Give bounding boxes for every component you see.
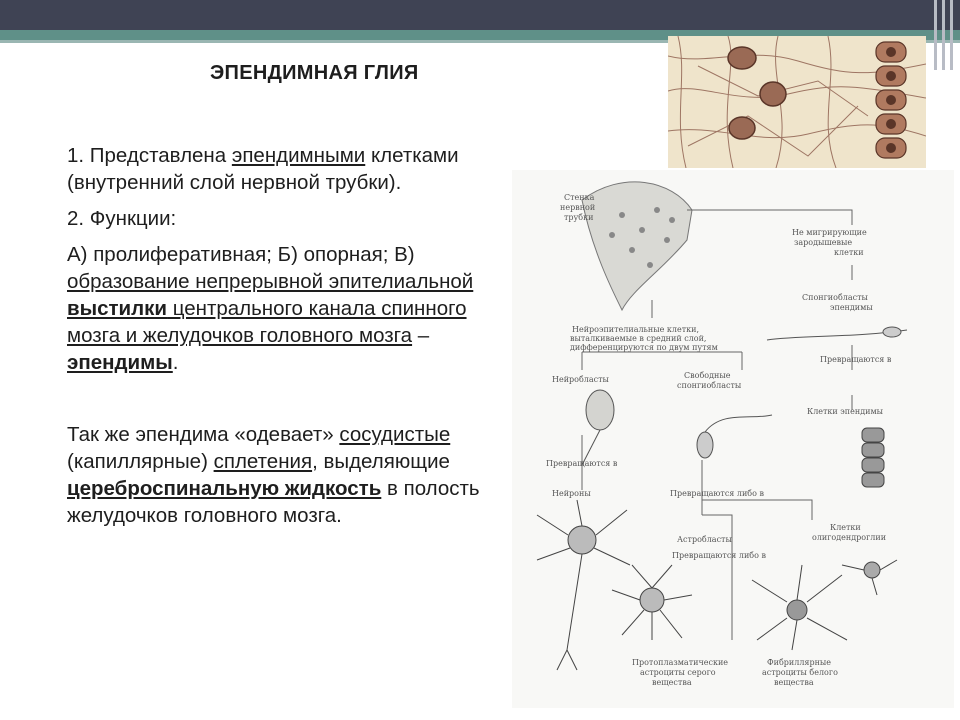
text-run: клетками (внутренний слой нервной трубки). [67, 144, 459, 194]
label-neuroepithelial: Нейроэпителиальные клетки, [572, 325, 699, 334]
bold-term: эпендимы [67, 351, 173, 374]
label-free-spongioblasts-2: спонгиобласты [677, 381, 742, 390]
underlined-term: сплетения [213, 450, 313, 473]
glia-differentiation-diagram [512, 170, 954, 708]
label-ependyma-cells: Клетки эпендимы [807, 407, 884, 416]
underlined-text: центрального канала спинного мозга и желудочков головного мозга [67, 297, 467, 347]
label-fibrillar-2: астроциты белого [762, 668, 838, 677]
text-run: А) пролиферативная; Б) опорная; В) [67, 243, 415, 266]
neuroblast-drawing [586, 390, 614, 430]
label-neurons: Нейроны [552, 489, 591, 498]
fibrillar-astrocyte-drawing [752, 565, 847, 650]
paragraph-4 [67, 421, 497, 529]
oligodendrocyte-drawing [842, 560, 897, 595]
label-neuroepithelial-3: дифференцируются по двум путям [570, 343, 718, 352]
label-neuroepithelial-2: выталкиваемые в средний слой, [570, 334, 707, 343]
text-run: в полость желудочков головного мозга. [67, 477, 480, 527]
text-run: (капиллярные) [67, 450, 214, 473]
text-run: 1. Представлена [67, 144, 232, 167]
label-non-migrating: Не мигрирующие [792, 228, 867, 237]
label-transform-either: Превращаются либо в [670, 489, 764, 498]
label-transform-2: Превращаются в [546, 459, 618, 468]
label-wall-3: трубки [564, 213, 594, 222]
underlined-term: эпендимными [231, 144, 366, 167]
label-spongioblasts: Спонгиобласты [802, 293, 868, 302]
neural-tube-wall-drawing [582, 182, 692, 310]
label-fibrillar-3: вещества [774, 678, 814, 687]
label-transform-1: Превращаются в [820, 355, 892, 364]
protoplasmic-astrocyte-drawing [612, 565, 692, 640]
text-run: – [412, 324, 430, 347]
paragraph-3 [67, 241, 497, 376]
ependyma-cells-drawing [862, 428, 884, 487]
text-run: . [172, 351, 179, 374]
text-run: , выделяющие [312, 450, 450, 473]
label-non-migrating-3: клетки [834, 248, 864, 257]
underlined-text: образование непрерывной эпителиальной [67, 270, 474, 293]
underlined-term: сосудистые [339, 423, 451, 446]
slide-body [67, 142, 497, 538]
corner-decoration [930, 0, 960, 70]
paragraph-2: 2. Функции: [67, 207, 177, 230]
paragraph-1 [67, 142, 497, 196]
bold-term: цереброспинальную жидкость [67, 477, 382, 500]
label-spongioblasts-2: эпендимы [830, 303, 873, 312]
ependyma-histology-image [668, 36, 926, 168]
label-protoplasmic-3: вещества [652, 678, 692, 687]
free-spongioblast-drawing [697, 432, 713, 458]
label-non-migrating-2: зародышевые [794, 238, 853, 247]
label-protoplasmic-2: астроциты серого [640, 668, 716, 677]
label-oligodendroglia: Клетки [830, 523, 861, 532]
top-bar [0, 0, 960, 30]
label-protoplasmic: Протоплазматические [632, 658, 729, 667]
label-oligodendroglia-2: олигодендроглии [812, 533, 887, 542]
text-run: Так же эпендима «одевает» [67, 423, 340, 446]
label-fibrillar: Фибриллярные [767, 658, 832, 667]
label-neuroblasts: Нейробласты [552, 375, 609, 384]
label-wall: Стенка [564, 193, 595, 202]
slide-title: ЭПЕНДИМНАЯ ГЛИЯ [210, 62, 419, 84]
label-astroblasts: Астробласты [677, 535, 732, 544]
label-transform-3: Превращаются либо в [672, 551, 766, 560]
neuron-drawing [537, 500, 630, 670]
label-wall-2: нервной [560, 203, 596, 212]
bold-term: выстилки [67, 297, 168, 320]
label-free-spongioblasts: Свободные [684, 371, 731, 380]
